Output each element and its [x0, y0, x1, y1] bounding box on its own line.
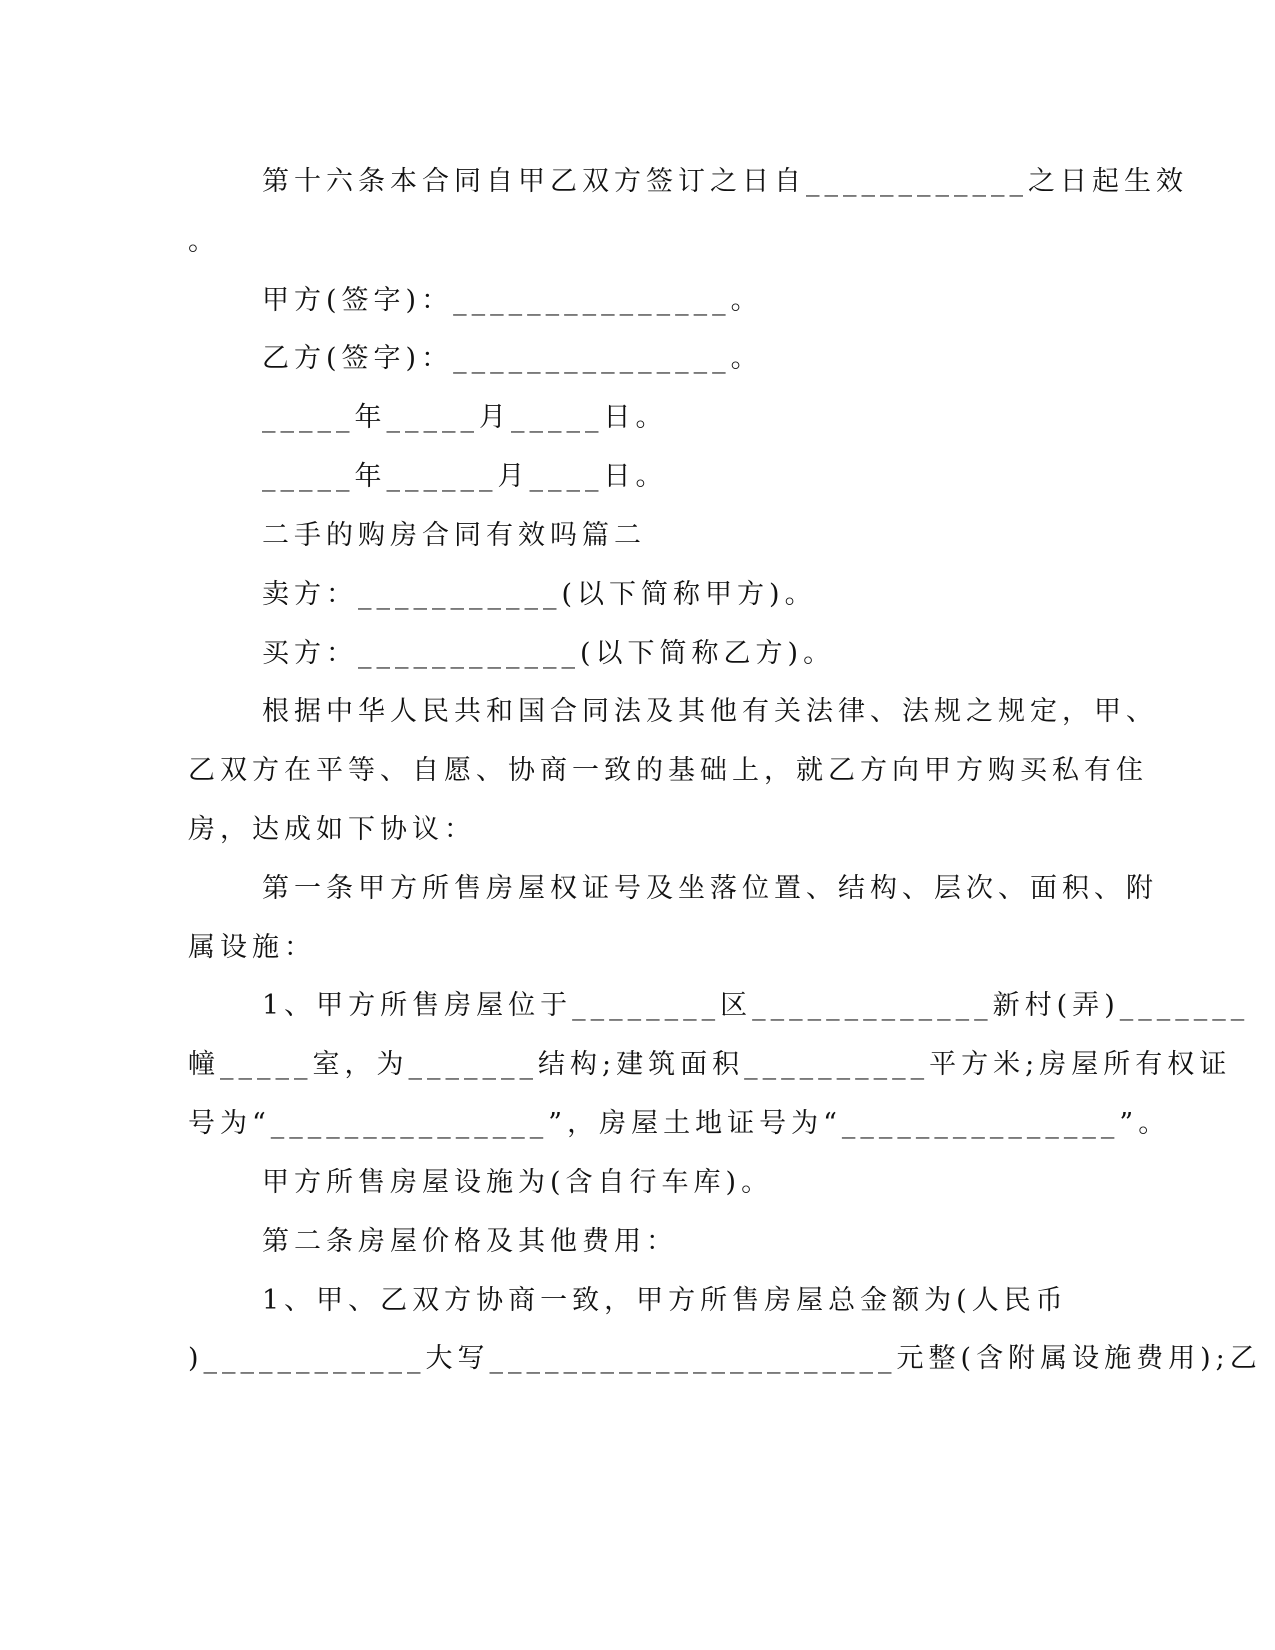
- article-16-line-2: 。: [188, 226, 220, 257]
- article-2-line-2: )____________大写______________________元整(含附属设施费用);乙: [188, 1343, 1262, 1374]
- date-line-2: _____年______月____日。: [262, 461, 668, 492]
- clause-1-line-1: 1、甲方所售房屋位于________区_____________新村(弄)_______: [262, 990, 1250, 1021]
- preamble-line-1: 根据中华人民共和国合同法及其他有关法律、法规之规定，甲、: [262, 696, 1158, 727]
- article-1-line-1: 第一条甲方所售房屋权证号及坐落位置、结构、层次、面积、附: [262, 873, 1158, 904]
- section-title: 二手的购房合同有效吗篇二: [262, 520, 646, 551]
- seller-line: 卖方：___________(以下简称甲方)。: [262, 579, 817, 610]
- article-2-title: 第二条房屋价格及其他费用：: [262, 1226, 678, 1257]
- date-line-1: _____年_____月_____日。: [262, 402, 668, 433]
- party-a-signature: 甲方(签字)：_______________。: [262, 285, 763, 316]
- article-2-line-1: 1、甲、乙双方协商一致，甲方所售房屋总金额为(人民币: [262, 1285, 1068, 1316]
- article-16-line-1: 第十六条本合同自甲乙双方签订之日自____________之日起生效: [262, 166, 1188, 197]
- preamble-line-2: 乙双方在平等、自愿、协商一致的基础上，就乙方向甲方购买私有住: [188, 755, 1148, 786]
- party-b-signature: 乙方(签字)：_______________。: [262, 343, 763, 374]
- buyer-line: 买方：____________(以下简称乙方)。: [262, 638, 836, 669]
- preamble-line-3: 房，达成如下协议：: [188, 814, 476, 845]
- clause-1-line-2: 幢_____室，为_______结构;建筑面积__________平方米;房屋所有权证: [188, 1049, 1232, 1080]
- clause-1-line-3: 号为“_______________”，房屋土地证号为“_______________”。: [188, 1108, 1171, 1139]
- facilities-line: 甲方所售房屋设施为(含自行车库)。: [262, 1167, 774, 1198]
- article-1-line-2: 属设施：: [188, 932, 316, 963]
